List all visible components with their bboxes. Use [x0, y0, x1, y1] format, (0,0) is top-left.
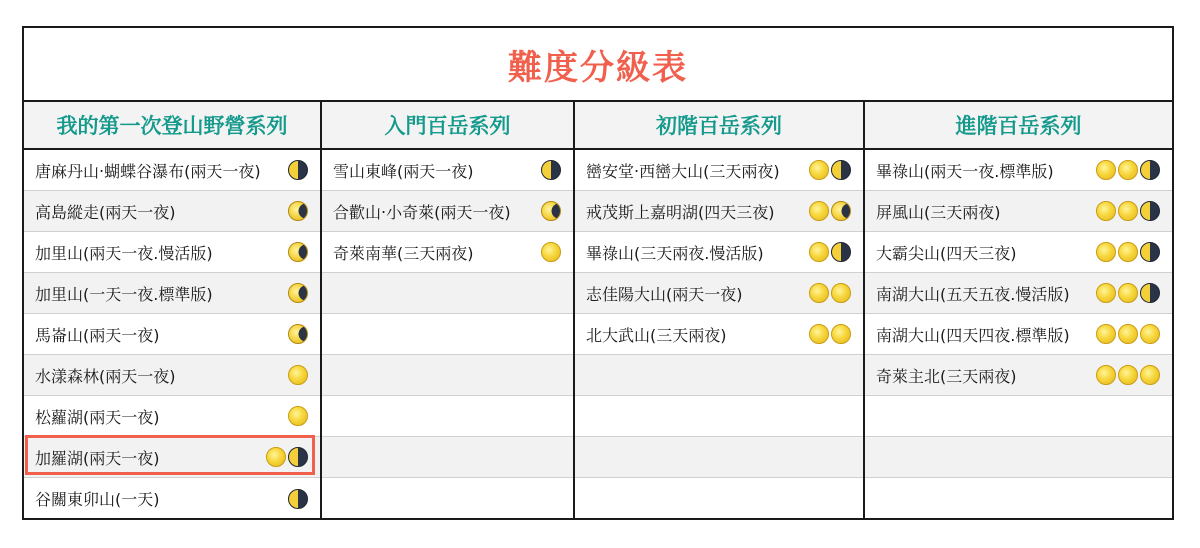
- difficulty-rating: [809, 201, 851, 221]
- table-row: [322, 437, 573, 478]
- table-row: [865, 478, 1172, 519]
- table-row[interactable]: [575, 191, 863, 232]
- column-advanced-baiyue: [865, 102, 1172, 520]
- page-title: 難度分級表: [24, 28, 1172, 102]
- full-moon-icon: [831, 324, 851, 344]
- table-row: [322, 478, 573, 519]
- full-moon-icon: [288, 406, 308, 426]
- table-row[interactable]: [575, 314, 863, 355]
- full-moon-icon: [809, 283, 829, 303]
- half-moon-icon: [288, 489, 308, 509]
- difficulty-rating: [809, 242, 851, 262]
- trip-name: 畢祿山(兩天一夜.標準版): [876, 161, 1054, 181]
- table-row[interactable]: [24, 437, 320, 478]
- column-header: 我的第一次登山野營系列: [24, 102, 320, 150]
- table-row: [322, 396, 573, 437]
- table-row[interactable]: [865, 355, 1172, 396]
- table-row: [575, 355, 863, 396]
- table-row[interactable]: [322, 150, 573, 191]
- trip-name: 合歡山‧小奇萊(兩天一夜): [333, 202, 511, 222]
- full-moon-icon: [1096, 365, 1116, 385]
- gibbous-moon-icon: [288, 201, 308, 221]
- half-moon-icon: [288, 160, 308, 180]
- table-row[interactable]: [865, 273, 1172, 314]
- full-moon-icon: [1118, 242, 1138, 262]
- difficulty-rating: [288, 406, 308, 426]
- half-moon-icon: [1140, 283, 1160, 303]
- table-row: [575, 396, 863, 437]
- difficulty-rating: [541, 160, 561, 180]
- table-row: [322, 314, 573, 355]
- half-moon-icon: [831, 242, 851, 262]
- full-moon-icon: [1118, 283, 1138, 303]
- table-row: [322, 355, 573, 396]
- column-header: 入門百岳系列: [322, 102, 573, 150]
- difficulty-rating: [288, 242, 308, 262]
- trip-name: 馬崙山(兩天一夜): [35, 325, 160, 345]
- half-moon-icon: [1140, 201, 1160, 221]
- table-row[interactable]: [865, 191, 1172, 232]
- table-row: [322, 273, 573, 314]
- trip-name: 雪山東峰(兩天一夜): [333, 161, 474, 181]
- table-row[interactable]: [24, 150, 320, 191]
- full-moon-icon: [1140, 324, 1160, 344]
- half-moon-icon: [1140, 242, 1160, 262]
- half-moon-icon: [541, 160, 561, 180]
- trip-name: 北大武山(三天兩夜): [586, 325, 727, 345]
- difficulty-rating: [809, 283, 851, 303]
- table-row: [865, 437, 1172, 478]
- full-moon-icon: [1118, 324, 1138, 344]
- trip-name: 加羅湖(兩天一夜): [35, 448, 160, 468]
- difficulty-rating: [1096, 283, 1160, 303]
- gibbous-moon-icon: [831, 201, 851, 221]
- full-moon-icon: [266, 447, 286, 467]
- half-moon-icon: [1140, 160, 1160, 180]
- full-moon-icon: [809, 324, 829, 344]
- full-moon-icon: [1096, 201, 1116, 221]
- half-moon-icon: [831, 160, 851, 180]
- half-moon-icon: [288, 447, 308, 467]
- table-row: [575, 478, 863, 519]
- full-moon-icon: [1096, 160, 1116, 180]
- difficulty-rating: [541, 242, 561, 262]
- difficulty-rating: [809, 324, 851, 344]
- difficulty-rating: [541, 201, 561, 221]
- full-moon-icon: [288, 365, 308, 385]
- trip-name: 谷關東卯山(一天): [35, 490, 160, 509]
- difficulty-rating: [288, 324, 308, 344]
- difficulty-rating: [288, 201, 308, 221]
- difficulty-rating: [809, 160, 851, 180]
- trip-name: 加里山(兩天一夜.慢活版): [35, 243, 213, 263]
- trip-name: 大霸尖山(四天三夜): [876, 243, 1017, 263]
- table-row[interactable]: [865, 232, 1172, 273]
- trip-name: 屏風山(三天兩夜): [876, 202, 1001, 222]
- table-row[interactable]: [322, 191, 573, 232]
- difficulty-rating: [1096, 160, 1160, 180]
- full-moon-icon: [809, 201, 829, 221]
- gibbous-moon-icon: [288, 283, 308, 303]
- difficulty-rating: [288, 160, 308, 180]
- full-moon-icon: [1096, 283, 1116, 303]
- trip-name: 南湖大山(四天四夜.標準版): [876, 325, 1070, 345]
- table-row[interactable]: [865, 150, 1172, 191]
- gibbous-moon-icon: [288, 242, 308, 262]
- trip-name: 加里山(一天一夜.標準版): [35, 284, 213, 304]
- table-row[interactable]: [24, 355, 320, 396]
- full-moon-icon: [809, 242, 829, 262]
- full-moon-icon: [1096, 242, 1116, 262]
- table-row[interactable]: [24, 396, 320, 437]
- full-moon-icon: [541, 242, 561, 262]
- trip-name: 奇萊南華(三天兩夜): [333, 243, 474, 263]
- difficulty-rating: [288, 489, 308, 509]
- table-row[interactable]: [24, 478, 320, 519]
- column-entry-baiyue: [322, 102, 575, 520]
- gibbous-moon-icon: [288, 324, 308, 344]
- full-moon-icon: [1140, 365, 1160, 385]
- difficulty-rating: [288, 365, 308, 385]
- difficulty-rating: [1096, 242, 1160, 262]
- table-row[interactable]: [24, 273, 320, 314]
- trip-name: 水漾森林(兩天一夜): [35, 366, 176, 386]
- full-moon-icon: [1118, 201, 1138, 221]
- full-moon-icon: [809, 160, 829, 180]
- column-header: 初階百岳系列: [575, 102, 863, 150]
- difficulty-rating: [266, 447, 308, 467]
- trip-name: 高島縱走(兩天一夜): [35, 202, 176, 222]
- trip-name: 奇萊主北(三天兩夜): [876, 366, 1017, 386]
- difficulty-rating: [1096, 201, 1160, 221]
- full-moon-icon: [1118, 160, 1138, 180]
- table-row[interactable]: [575, 232, 863, 273]
- gibbous-moon-icon: [541, 201, 561, 221]
- table-row[interactable]: [322, 232, 573, 273]
- trip-name: 唐麻丹山‧蝴蝶谷瀑布(兩天一夜): [35, 161, 261, 181]
- trip-name: 戒茂斯上嘉明湖(四天三夜): [586, 202, 775, 222]
- table-columns: [24, 102, 1172, 520]
- column-first-camping: [24, 102, 322, 520]
- table-row: [575, 437, 863, 478]
- trip-name: 松蘿湖(兩天一夜): [35, 407, 160, 427]
- trip-name: 畢祿山(三天兩夜.慢活版): [586, 243, 764, 263]
- table-row[interactable]: [24, 191, 320, 232]
- difficulty-rating: [288, 283, 308, 303]
- column-beginner-baiyue: [575, 102, 865, 520]
- table-row[interactable]: [575, 273, 863, 314]
- trip-name: 志佳陽大山(兩天一夜): [586, 284, 743, 304]
- table-row[interactable]: [865, 314, 1172, 355]
- table-row[interactable]: [575, 150, 863, 191]
- column-header: 進階百岳系列: [865, 102, 1172, 150]
- full-moon-icon: [1096, 324, 1116, 344]
- full-moon-icon: [1118, 365, 1138, 385]
- difficulty-table: [22, 26, 1174, 520]
- difficulty-rating: [1096, 365, 1160, 385]
- difficulty-rating: [1096, 324, 1160, 344]
- table-row: [865, 396, 1172, 437]
- table-row[interactable]: [24, 232, 320, 273]
- full-moon-icon: [831, 283, 851, 303]
- table-row[interactable]: [24, 314, 320, 355]
- trip-name: 巒安堂‧西巒大山(三天兩夜): [586, 161, 780, 181]
- trip-name: 南湖大山(五天五夜.慢活版): [876, 284, 1070, 304]
